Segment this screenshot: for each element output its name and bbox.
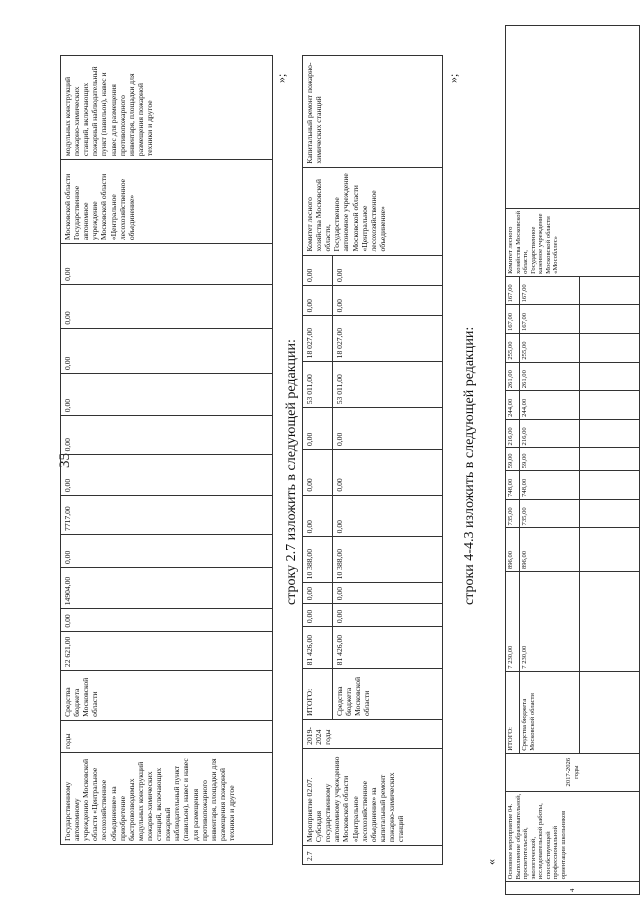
cell-source: Средства бюджета Московской области bbox=[333, 669, 443, 720]
cell-value: 7717,00 bbox=[61, 496, 273, 535]
cell-value: 896,00 bbox=[520, 528, 580, 572]
cell-value: 7 230,00 bbox=[520, 572, 580, 672]
table-row-2-7 bbox=[302, 55, 443, 865]
cell-empty bbox=[580, 276, 640, 305]
cell-description: Государственному автономному учреждению Московской области «Центральное лесохозяйственное объединение» на приобретение быстровозводимых модульных конструкций пожарно-химических станций, включающих пожарный наблюдательный пункт (павильон), навес и навес для размещения противопожарного инвентаря, площадки для размещения пожарной техники и другое bbox=[61, 752, 273, 844]
cell-value: 0,00 bbox=[333, 450, 443, 496]
cell-value: 261,00 bbox=[520, 362, 580, 391]
end-quote-mark: »; bbox=[446, 73, 460, 83]
cell-value: 0,00 bbox=[303, 604, 333, 627]
open-quote-mark: « bbox=[484, 859, 498, 865]
cell-value: 0,00 bbox=[333, 495, 443, 537]
cell-value: 0,00 bbox=[303, 255, 333, 285]
cell-executor: Комитет лесного хозяйства Московской области, Государственное автономное учреждение Московской области «Центральное лесохозяйственное объединение» bbox=[303, 167, 443, 255]
table-row bbox=[506, 26, 520, 895]
cell-empty bbox=[580, 362, 640, 391]
cell-years: 2019-2024 годы bbox=[303, 720, 443, 749]
cell-empty bbox=[580, 419, 640, 448]
cell-value: 0,00 bbox=[303, 285, 333, 315]
cell-value: 261,00 bbox=[506, 362, 520, 391]
cell-empty bbox=[580, 305, 640, 334]
cell-value: 244,00 bbox=[506, 391, 520, 420]
cell-value: 216,00 bbox=[506, 419, 520, 448]
cell-description: Основное мероприятие 04. Выполнение образовательной, просветительской, экологической, исследовательской работы, способствующей профессиональной ориентации школьников bbox=[506, 791, 640, 882]
table-row bbox=[303, 56, 333, 865]
cell-value: 53 011,00 bbox=[333, 362, 443, 408]
cell-description: Мероприятие 02.07. Субсидия государственному автономному учреждению Московской области «Центральное лесохозяйственное объединение» на капитальный ремонт пожарно-химических станций bbox=[303, 748, 443, 845]
cell-value: 0,00 bbox=[333, 255, 443, 285]
cell-empty bbox=[580, 334, 640, 363]
cell-value: 0,00 bbox=[61, 244, 273, 285]
cell-value: 7 230,00 bbox=[506, 572, 520, 672]
cell-value: 0,00 bbox=[303, 583, 333, 604]
cell-value: 748,00 bbox=[506, 471, 520, 500]
cell-value: 0,00 bbox=[61, 609, 273, 631]
cell-value: 81 426,00 bbox=[333, 627, 443, 669]
section-heading: строки 4-4.3 изложить в следующей редакции: bbox=[462, 326, 477, 605]
cell-source: Средства бюджета Московской области bbox=[520, 671, 580, 753]
cell-value: 0,00 bbox=[303, 450, 333, 496]
table-row-4 bbox=[505, 25, 640, 895]
cell-empty bbox=[580, 448, 640, 471]
cell-empty bbox=[580, 671, 640, 753]
section-heading: строку 2.7 изложить в следующей редакции: bbox=[284, 339, 299, 605]
cell-value: 0,00 bbox=[333, 408, 443, 450]
cell-value: 59,00 bbox=[520, 448, 580, 471]
cell-years: 2017-2026 годы bbox=[506, 753, 640, 791]
cell-number: 2.7 bbox=[303, 846, 443, 865]
cell-value: 896,00 bbox=[506, 528, 520, 572]
cell-source: Средства бюджета Московской области bbox=[61, 671, 273, 721]
cell-empty bbox=[580, 572, 640, 672]
cell-value: 0,00 bbox=[333, 604, 443, 627]
cell-value: 0,00 bbox=[333, 583, 443, 604]
cell-value: 22 621,00 bbox=[61, 631, 273, 670]
cell-value: 735,00 bbox=[506, 499, 520, 528]
cell-value: 0,00 bbox=[303, 495, 333, 537]
cell-total-label: ИТОГО: bbox=[506, 671, 520, 753]
cell-value: 14904,00 bbox=[61, 568, 273, 609]
cell-value: 167,00 bbox=[520, 305, 580, 334]
cell-value: 0,00 bbox=[61, 455, 273, 496]
cell-years: годы bbox=[61, 720, 273, 752]
cell-value: 0,00 bbox=[61, 328, 273, 373]
cell-value: 167,00 bbox=[520, 276, 580, 305]
cell-executor: Комитет лесного хозяйства Московской области, Государственное казенное учреждение Московской области «Мособллес» bbox=[506, 208, 640, 276]
cell-value: 244,00 bbox=[520, 391, 580, 420]
cell-result: модульных конструкций пожарно-химических станций, включающих пожарный наблюдательный пункт (павильон), навес и навес для размещения противопожарного инвентаря, площадки для размещения пожарной техники и другое bbox=[61, 56, 273, 160]
cell-number: 4 bbox=[506, 882, 640, 895]
cell-value: 167,00 bbox=[506, 276, 520, 305]
cell-value: 0,00 bbox=[61, 373, 273, 415]
cell-value: 18 027,00 bbox=[333, 316, 443, 362]
cell-value: 81 426,00 bbox=[303, 627, 333, 669]
cell-value: 0,00 bbox=[333, 285, 443, 315]
cell-value: 255,00 bbox=[506, 334, 520, 363]
cell-value: 10 388,00 bbox=[333, 537, 443, 583]
cell-empty bbox=[580, 499, 640, 528]
cell-value: 18 027,00 bbox=[303, 316, 333, 362]
cell-value: 0,00 bbox=[61, 416, 273, 455]
cell-executor: Московской области Государственное автономное учреждение Московской области «Центральное лесохозяйственное объединение» bbox=[61, 160, 273, 244]
cell-value: 59,00 bbox=[506, 448, 520, 471]
table-row bbox=[61, 56, 273, 845]
cell-result bbox=[506, 26, 640, 209]
cell-value: 167,00 bbox=[506, 305, 520, 334]
cell-value: 735,00 bbox=[520, 499, 580, 528]
cell-empty bbox=[580, 391, 640, 420]
cell-empty bbox=[580, 528, 640, 572]
cell-total-label: ИТОГО: bbox=[303, 669, 333, 720]
page-number: 35 bbox=[57, 453, 73, 468]
cell-value: 216,00 bbox=[520, 419, 580, 448]
cell-value: 0,00 bbox=[61, 284, 273, 328]
cell-value: 0,00 bbox=[303, 408, 333, 450]
table-continuation bbox=[60, 55, 273, 845]
cell-value: 10 388,00 bbox=[303, 537, 333, 583]
cell-result: Капитальный ремонт пожарно-химических станций bbox=[303, 56, 443, 168]
cell-value: 53 011,00 bbox=[303, 362, 333, 408]
cell-empty bbox=[580, 471, 640, 500]
end-quote-mark: »; bbox=[274, 73, 288, 83]
cell-value: 748,00 bbox=[520, 471, 580, 500]
cell-value: 255,00 bbox=[520, 334, 580, 363]
cell-value: 0,00 bbox=[61, 534, 273, 567]
